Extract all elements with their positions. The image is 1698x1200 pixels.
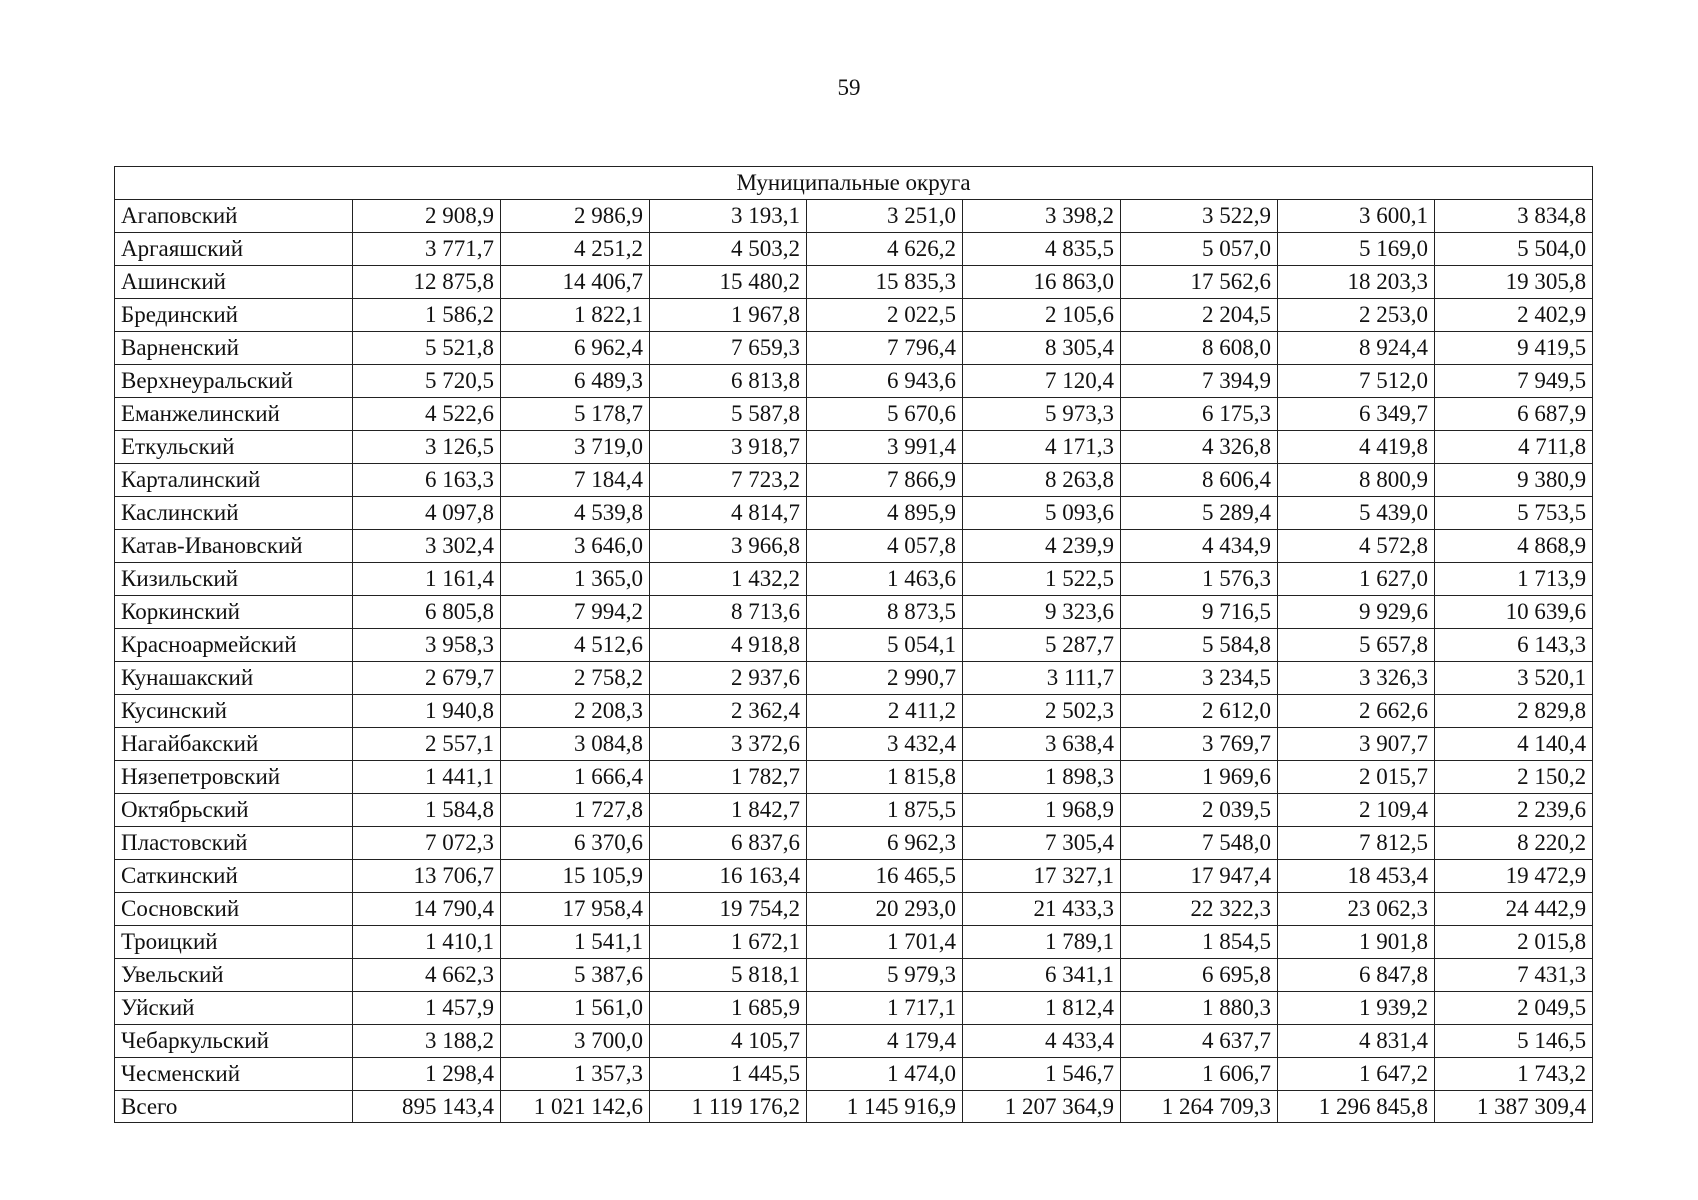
value-cell: 1 901,8 [1278,926,1435,959]
value-cell: 2 150,2 [1435,761,1593,794]
value-cell: 5 720,5 [353,365,501,398]
value-cell: 1 647,2 [1278,1058,1435,1091]
total-value-cell: 1 296 845,8 [1278,1091,1435,1123]
table-row [115,431,1593,464]
value-cell: 6 695,8 [1121,959,1278,992]
value-cell: 5 521,8 [353,332,501,365]
table-row [115,530,1593,563]
district-name: Саткинский [115,860,353,893]
value-cell: 2 612,0 [1121,695,1278,728]
value-cell: 3 326,3 [1278,662,1435,695]
value-cell: 6 962,3 [807,827,963,860]
value-cell: 3 398,2 [963,200,1121,233]
total-value-cell: 1 119 176,2 [650,1091,807,1123]
value-cell: 4 434,9 [1121,530,1278,563]
value-cell: 3 834,8 [1435,200,1593,233]
value-cell: 6 175,3 [1121,398,1278,431]
value-cell: 4 831,4 [1278,1025,1435,1058]
value-cell: 2 411,2 [807,695,963,728]
value-cell: 1 939,2 [1278,992,1435,1025]
value-cell: 2 049,5 [1435,992,1593,1025]
value-cell: 4 868,9 [1435,530,1593,563]
value-cell: 7 431,3 [1435,959,1593,992]
value-cell: 7 548,0 [1121,827,1278,860]
value-cell: 6 813,8 [650,365,807,398]
value-cell: 19 472,9 [1435,860,1593,893]
district-name: Уйский [115,992,353,1025]
value-cell: 4 895,9 [807,497,963,530]
district-name: Аргаяшский [115,233,353,266]
district-name: Еткульский [115,431,353,464]
value-cell: 1 713,9 [1435,563,1593,596]
value-cell: 7 994,2 [501,596,650,629]
value-cell: 1 561,0 [501,992,650,1025]
value-cell: 7 812,5 [1278,827,1435,860]
total-value-cell: 1 145 916,9 [807,1091,963,1123]
municipal-districts-table [114,166,1593,1123]
value-cell: 17 958,4 [501,893,650,926]
value-cell: 2 015,8 [1435,926,1593,959]
value-cell: 5 439,0 [1278,497,1435,530]
value-cell: 3 372,6 [650,728,807,761]
total-row [115,1091,1593,1123]
value-cell: 3 771,7 [353,233,501,266]
value-cell: 15 480,2 [650,266,807,299]
value-cell: 4 179,4 [807,1025,963,1058]
value-cell: 7 866,9 [807,464,963,497]
value-cell: 3 234,5 [1121,662,1278,695]
district-name: Красноармейский [115,629,353,662]
value-cell: 6 349,7 [1278,398,1435,431]
table-row [115,695,1593,728]
value-cell: 4 251,2 [501,233,650,266]
value-cell: 2 662,6 [1278,695,1435,728]
value-cell: 2 829,8 [1435,695,1593,728]
value-cell: 2 039,5 [1121,794,1278,827]
table-row [115,728,1593,761]
value-cell: 1 672,1 [650,926,807,959]
value-cell: 6 805,8 [353,596,501,629]
district-name: Верхнеуральский [115,365,353,398]
value-cell: 6 489,3 [501,365,650,398]
district-name: Катав-Ивановский [115,530,353,563]
value-cell: 5 146,5 [1435,1025,1593,1058]
value-cell: 3 600,1 [1278,200,1435,233]
value-cell: 7 512,0 [1278,365,1435,398]
value-cell: 8 220,2 [1435,827,1593,860]
value-cell: 4 503,2 [650,233,807,266]
district-name: Карталинский [115,464,353,497]
value-cell: 1 410,1 [353,926,501,959]
value-cell: 7 072,3 [353,827,501,860]
value-cell: 6 837,6 [650,827,807,860]
district-name: Еманжелинский [115,398,353,431]
value-cell: 4 918,8 [650,629,807,662]
table-row [115,596,1593,629]
value-cell: 5 973,3 [963,398,1121,431]
value-cell: 1 666,4 [501,761,650,794]
value-cell: 3 084,8 [501,728,650,761]
value-cell: 2 253,0 [1278,299,1435,332]
district-name: Кунашакский [115,662,353,695]
district-name: Октябрьский [115,794,353,827]
value-cell: 20 293,0 [807,893,963,926]
value-cell: 5 178,7 [501,398,650,431]
value-cell: 4 637,7 [1121,1025,1278,1058]
table-row [115,233,1593,266]
value-cell: 8 800,9 [1278,464,1435,497]
value-cell: 5 287,7 [963,629,1121,662]
table-row [115,992,1593,1025]
value-cell: 16 163,4 [650,860,807,893]
value-cell: 8 608,0 [1121,332,1278,365]
value-cell: 5 587,8 [650,398,807,431]
value-cell: 1 815,8 [807,761,963,794]
value-cell: 1 606,7 [1121,1058,1278,1091]
table-row [115,629,1593,662]
value-cell: 1 365,0 [501,563,650,596]
value-cell: 3 188,2 [353,1025,501,1058]
value-cell: 1 727,8 [501,794,650,827]
value-cell: 7 394,9 [1121,365,1278,398]
value-cell: 1 701,4 [807,926,963,959]
value-cell: 16 465,5 [807,860,963,893]
value-cell: 8 924,4 [1278,332,1435,365]
value-cell: 2 758,2 [501,662,650,695]
value-cell: 5 979,3 [807,959,963,992]
value-cell: 6 943,6 [807,365,963,398]
value-cell: 1 474,0 [807,1058,963,1091]
value-cell: 2 990,7 [807,662,963,695]
value-cell: 1 782,7 [650,761,807,794]
value-cell: 5 818,1 [650,959,807,992]
value-cell: 10 639,6 [1435,596,1593,629]
value-cell: 2 986,9 [501,200,650,233]
value-cell: 6 163,3 [353,464,501,497]
table-row [115,464,1593,497]
value-cell: 5 584,8 [1121,629,1278,662]
table-row [115,299,1593,332]
value-cell: 5 093,6 [963,497,1121,530]
value-cell: 6 341,1 [963,959,1121,992]
value-cell: 5 169,0 [1278,233,1435,266]
value-cell: 9 929,6 [1278,596,1435,629]
value-cell: 7 796,4 [807,332,963,365]
value-cell: 1 441,1 [353,761,501,794]
value-cell: 8 263,8 [963,464,1121,497]
value-cell: 1 842,7 [650,794,807,827]
section-title: Муниципальные округа [115,167,1593,200]
value-cell: 2 937,6 [650,662,807,695]
table-row [115,497,1593,530]
value-cell: 6 143,3 [1435,629,1593,662]
district-name: Нагайбакский [115,728,353,761]
value-cell: 2 208,3 [501,695,650,728]
value-cell: 2 109,4 [1278,794,1435,827]
value-cell: 4 097,8 [353,497,501,530]
value-cell: 1 627,0 [1278,563,1435,596]
district-name: Варненский [115,332,353,365]
district-name: Кизильский [115,563,353,596]
value-cell: 9 380,9 [1435,464,1593,497]
value-cell: 4 239,9 [963,530,1121,563]
table-row [115,200,1593,233]
district-name: Троицкий [115,926,353,959]
value-cell: 4 626,2 [807,233,963,266]
value-cell: 7 723,2 [650,464,807,497]
value-cell: 14 790,4 [353,893,501,926]
value-cell: 9 419,5 [1435,332,1593,365]
district-name: Ашинский [115,266,353,299]
value-cell: 16 863,0 [963,266,1121,299]
value-cell: 2 105,6 [963,299,1121,332]
value-cell: 3 991,4 [807,431,963,464]
value-cell: 1 586,2 [353,299,501,332]
section-header-row [115,167,1593,200]
value-cell: 1 940,8 [353,695,501,728]
value-cell: 1 546,7 [963,1058,1121,1091]
value-cell: 7 120,4 [963,365,1121,398]
value-cell: 17 327,1 [963,860,1121,893]
value-cell: 1 898,3 [963,761,1121,794]
value-cell: 2 908,9 [353,200,501,233]
table-row [115,794,1593,827]
value-cell: 3 958,3 [353,629,501,662]
district-name: Пластовский [115,827,353,860]
district-name: Сосновский [115,893,353,926]
value-cell: 4 105,7 [650,1025,807,1058]
value-cell: 2 502,3 [963,695,1121,728]
value-cell: 8 873,5 [807,596,963,629]
value-cell: 1 161,4 [353,563,501,596]
value-cell: 7 659,3 [650,332,807,365]
value-cell: 4 662,3 [353,959,501,992]
value-cell: 7 184,4 [501,464,650,497]
page-number: 59 [837,75,861,100]
value-cell: 2 204,5 [1121,299,1278,332]
value-cell: 3 111,7 [963,662,1121,695]
value-cell: 15 835,3 [807,266,963,299]
value-cell: 1 298,4 [353,1058,501,1091]
district-name: Нязепетровский [115,761,353,794]
value-cell: 17 562,6 [1121,266,1278,299]
district-name: Брединский [115,299,353,332]
value-cell: 2 557,1 [353,728,501,761]
value-cell: 1 584,8 [353,794,501,827]
value-cell: 15 105,9 [501,860,650,893]
district-name: Увельский [115,959,353,992]
value-cell: 2 239,6 [1435,794,1593,827]
value-cell: 4 140,4 [1435,728,1593,761]
value-cell: 1 967,8 [650,299,807,332]
value-cell: 3 126,5 [353,431,501,464]
value-cell: 3 638,4 [963,728,1121,761]
value-cell: 5 057,0 [1121,233,1278,266]
value-cell: 4 512,6 [501,629,650,662]
total-value-cell: 1 021 142,6 [501,1091,650,1123]
value-cell: 3 700,0 [501,1025,650,1058]
value-cell: 1 968,9 [963,794,1121,827]
value-cell: 3 522,9 [1121,200,1278,233]
value-cell: 1 445,5 [650,1058,807,1091]
table-row [115,563,1593,596]
value-cell: 1 854,5 [1121,926,1278,959]
value-cell: 3 520,1 [1435,662,1593,695]
total-value-cell: 895 143,4 [353,1091,501,1123]
value-cell: 5 753,5 [1435,497,1593,530]
value-cell: 3 966,8 [650,530,807,563]
table-row [115,893,1593,926]
total-label: Всего [115,1091,353,1123]
value-cell: 18 203,3 [1278,266,1435,299]
value-cell: 19 305,8 [1435,266,1593,299]
value-cell: 2 402,9 [1435,299,1593,332]
value-cell: 6 687,9 [1435,398,1593,431]
value-cell: 3 251,0 [807,200,963,233]
value-cell: 3 918,7 [650,431,807,464]
value-cell: 4 814,7 [650,497,807,530]
value-cell: 5 504,0 [1435,233,1593,266]
table-row [115,662,1593,695]
value-cell: 1 789,1 [963,926,1121,959]
table-row [115,1025,1593,1058]
value-cell: 1 357,3 [501,1058,650,1091]
value-cell: 2 679,7 [353,662,501,695]
value-cell: 12 875,8 [353,266,501,299]
value-cell: 1 522,5 [963,563,1121,596]
table-row [115,398,1593,431]
value-cell: 4 711,8 [1435,431,1593,464]
table-row [115,959,1593,992]
value-cell: 6 962,4 [501,332,650,365]
value-cell: 8 713,6 [650,596,807,629]
value-cell: 4 433,4 [963,1025,1121,1058]
district-name: Агаповский [115,200,353,233]
value-cell: 3 719,0 [501,431,650,464]
value-cell: 4 326,8 [1121,431,1278,464]
value-cell: 3 646,0 [501,530,650,563]
table-row [115,761,1593,794]
value-cell: 22 322,3 [1121,893,1278,926]
value-cell: 1 457,9 [353,992,501,1025]
value-cell: 9 323,6 [963,596,1121,629]
value-cell: 18 453,4 [1278,860,1435,893]
total-value-cell: 1 207 364,9 [963,1091,1121,1123]
value-cell: 1 576,3 [1121,563,1278,596]
value-cell: 1 812,4 [963,992,1121,1025]
value-cell: 6 847,8 [1278,959,1435,992]
total-value-cell: 1 264 709,3 [1121,1091,1278,1123]
table-row [115,1058,1593,1091]
value-cell: 4 419,8 [1278,431,1435,464]
value-cell: 2 015,7 [1278,761,1435,794]
value-cell: 1 743,2 [1435,1058,1593,1091]
value-cell: 1 969,6 [1121,761,1278,794]
value-cell: 1 880,3 [1121,992,1278,1025]
value-cell: 4 572,8 [1278,530,1435,563]
value-cell: 3 432,4 [807,728,963,761]
value-cell: 5 657,8 [1278,629,1435,662]
value-cell: 21 433,3 [963,893,1121,926]
table-row [115,266,1593,299]
district-name: Каслинский [115,497,353,530]
table-row [115,365,1593,398]
value-cell: 2 362,4 [650,695,807,728]
district-name: Кусинский [115,695,353,728]
value-cell: 13 706,7 [353,860,501,893]
value-cell: 1 717,1 [807,992,963,1025]
value-cell: 1 432,2 [650,563,807,596]
value-cell: 4 539,8 [501,497,650,530]
total-value-cell: 1 387 309,4 [1435,1091,1593,1123]
table-row [115,332,1593,365]
value-cell: 5 054,1 [807,629,963,662]
value-cell: 17 947,4 [1121,860,1278,893]
value-cell: 3 193,1 [650,200,807,233]
value-cell: 1 875,5 [807,794,963,827]
district-name: Чебаркульский [115,1025,353,1058]
district-name: Чесменский [115,1058,353,1091]
value-cell: 1 463,6 [807,563,963,596]
value-cell: 23 062,3 [1278,893,1435,926]
value-cell: 19 754,2 [650,893,807,926]
value-cell: 4 171,3 [963,431,1121,464]
value-cell: 6 370,6 [501,827,650,860]
value-cell: 4 835,5 [963,233,1121,266]
value-cell: 24 442,9 [1435,893,1593,926]
value-cell: 5 289,4 [1121,497,1278,530]
table-row [115,926,1593,959]
value-cell: 3 769,7 [1121,728,1278,761]
value-cell: 4 057,8 [807,530,963,563]
value-cell: 14 406,7 [501,266,650,299]
value-cell: 5 387,6 [501,959,650,992]
value-cell: 9 716,5 [1121,596,1278,629]
table-row [115,827,1593,860]
value-cell: 7 305,4 [963,827,1121,860]
value-cell: 1 541,1 [501,926,650,959]
value-cell: 5 670,6 [807,398,963,431]
value-cell: 4 522,6 [353,398,501,431]
table-row [115,860,1593,893]
value-cell: 7 949,5 [1435,365,1593,398]
value-cell: 2 022,5 [807,299,963,332]
value-cell: 3 907,7 [1278,728,1435,761]
district-name: Коркинский [115,596,353,629]
value-cell: 3 302,4 [353,530,501,563]
value-cell: 1 822,1 [501,299,650,332]
value-cell: 1 685,9 [650,992,807,1025]
value-cell: 8 305,4 [963,332,1121,365]
value-cell: 8 606,4 [1121,464,1278,497]
